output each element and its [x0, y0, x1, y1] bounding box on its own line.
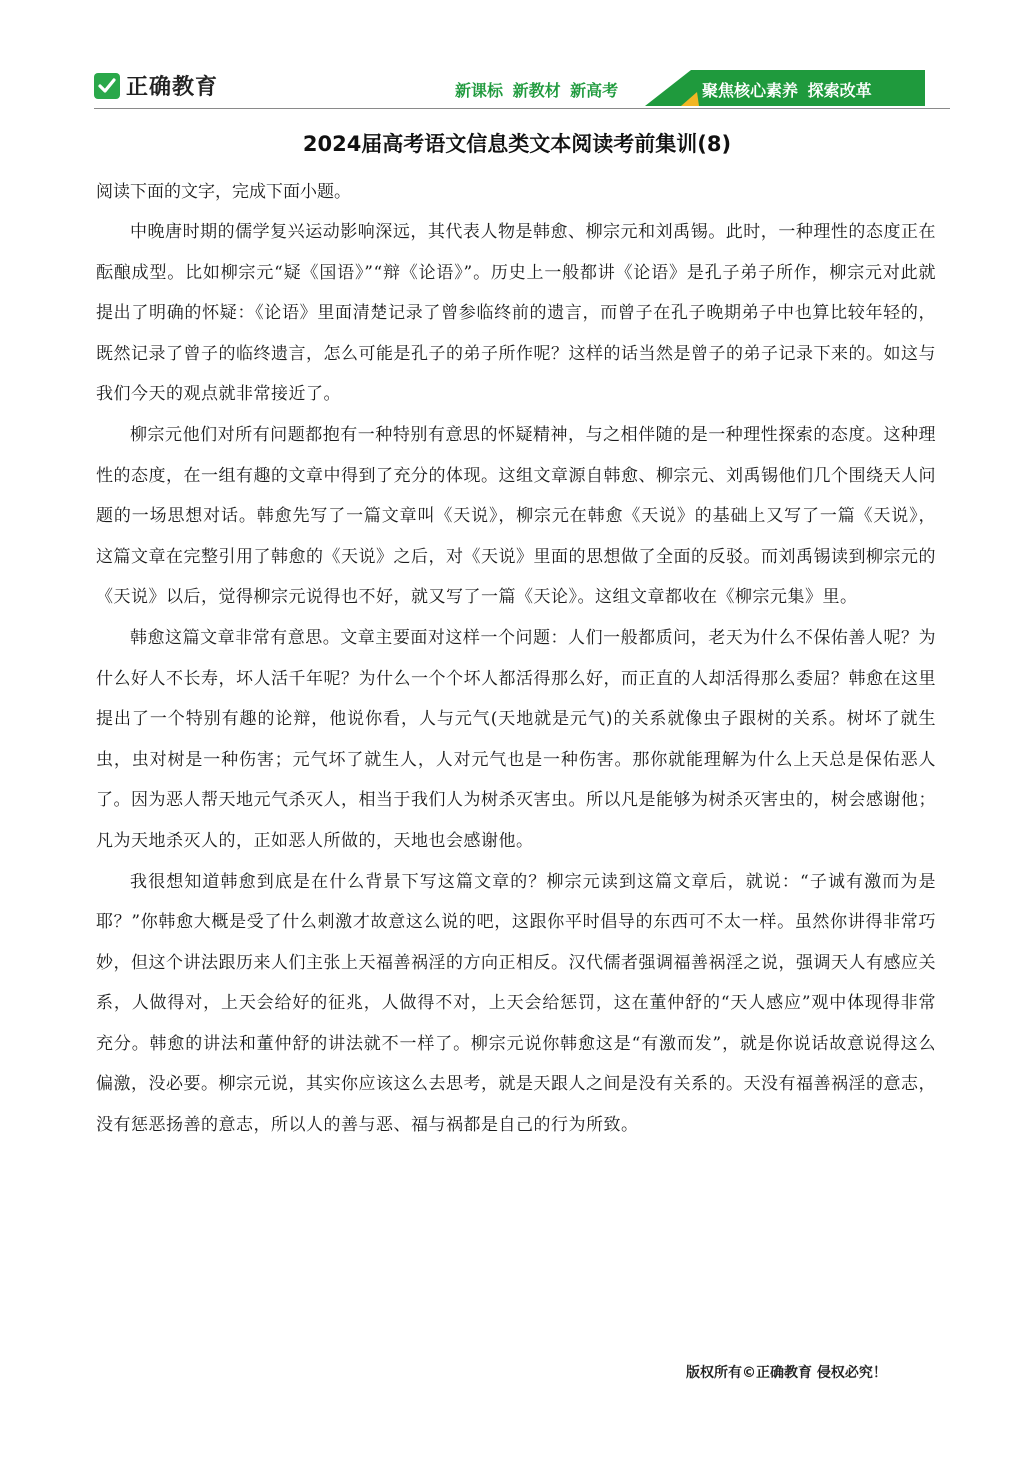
page-title: 2024届高考语文信息类文本阅读考前集训(8)	[302, 132, 732, 156]
slogan-left: 新课标 新教材 新高考	[455, 81, 619, 100]
article-body	[96, 212, 936, 1146]
brand-logo	[94, 70, 218, 101]
paragraph: 柳宗元他们对所有问题都抱有一种特别有意思的怀疑精神，与之相伴随的是一种理性探索的态度。这种理性的态度，在一组有趣的文章中得到了充分的体现。这组文章源自韩愈、柳宗元、刘禹锡他们几个围绕天人问题的一场思想对话。韩愈先写了一篇文章叫《天说》，柳宗元在韩愈《天说》的基础上又写了一篇《天说》，这篇文章在完整引用了韩愈的《天说》之后，对《天说》里面的思想做了全面的反驳。而刘禹锡读到柳宗元的《天说》以后，觉得柳宗元说得也不好，就又写了一篇《天论》。这组文章都收在《柳宗元集》里。	[96, 424, 936, 608]
paragraph: 韩愈这篇文章非常有意思。文章主要面对这样一个问题：人们一般都质问，老天为什么不保佑善人呢？为什么好人不长寿，坏人活千年呢？为什么一个个坏人都活得那么好，而正直的人却活得那么委屈？韩愈在这里提出了一个特别有趣的论辩，他说你看，人与元气(天地就是元气)的关系就像虫子跟树的关系。树坏了就生虫，虫对树是一种伤害；元气坏了就生人，人对元气也是一种伤害。那你就能理解为什么上天总是保佑恶人了。因为恶人帮天地元气杀灭人，相当于我们人为树杀灭害虫。所以凡是能够为树杀灭害虫的，树会感谢他；凡为天地杀灭人的，正如恶人所做的，天地也会感谢他。	[96, 627, 936, 851]
copyright-footer: 版权所有©正确教育 侵权必究！	[686, 1365, 887, 1381]
paragraph: 我很想知道韩愈到底是在什么背景下写这篇文章的？柳宗元读到这篇文章后，就说：“子诚有激而为是耶？”你韩愈大概是受了什么刺激才故意这么说的吧，这跟你平时倡导的东西可不太一样。虽然你讲得非常巧妙，但这个讲法跟历来人们主张上天福善祸淫的方向正相反。汉代儒者强调福善祸淫之说，强调天人有感应关系，人做得对，上天会给好的征兆，人做得不对，上天会给惩罚，这在董仲舒的“天人感应”观中体现得非常充分。韩愈的讲法和董仲舒的讲法就不一样了。柳宗元说你韩愈这是“有激而发”，就是你说话故意说得这么偏激，没必要。柳宗元说，其实你应该这么去思考，就是天跟人之间是没有关系的。天没有福善祸淫的意志，没有惩恶扬善的意志，所以人的善与恶、福与祸都是自己的行为所致。	[96, 871, 936, 1136]
instruction-text: 阅读下面的文字，完成下面小题。	[96, 182, 351, 202]
slogan-right: 聚焦核心素养 探索改革	[702, 81, 872, 100]
paragraph: 中晚唐时期的儒学复兴运动影响深远，其代表人物是韩愈、柳宗元和刘禹锡。此时，一种理性的态度正在酝酿成型。比如柳宗元“疑《国语》”“辩《论语》”。历史上一般都讲《论语》是孔子弟子所作，柳宗元对此就提出了明确的怀疑：《论语》里面清楚记录了曾参临终前的遗言，而曾子在孔子晚期弟子中也算比较年轻的，既然记录了曾子的临终遗言，怎么可能是孔子的弟子所作呢？这样的话当然是曾子的弟子记录下来的。如这与我们今天的观点就非常接近了。	[96, 222, 936, 405]
logo-text: 正确教育	[126, 75, 219, 100]
check-icon	[94, 73, 120, 99]
header-divider	[94, 108, 950, 109]
page-header	[0, 0, 1034, 110]
